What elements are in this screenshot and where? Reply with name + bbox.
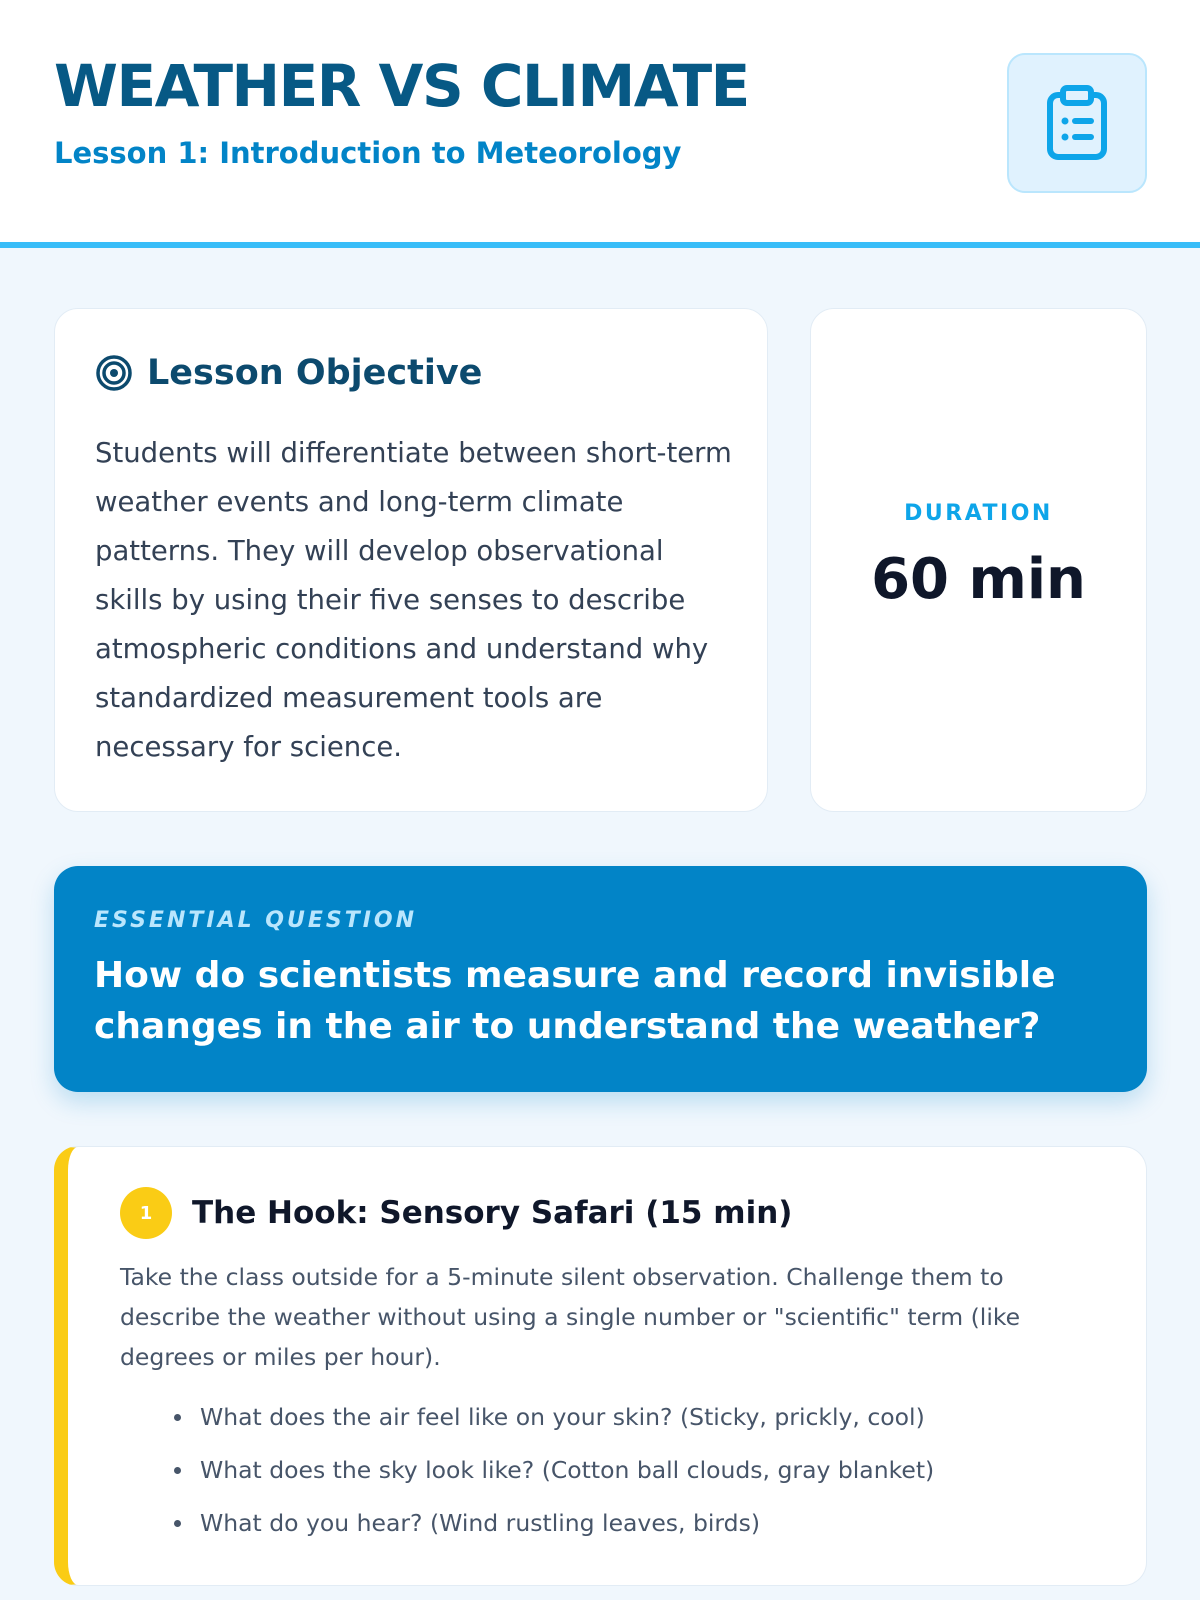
- essential-question-card: [54, 866, 1147, 1092]
- objective-title: Lesson Objective: [147, 353, 483, 393]
- step-header: [120, 1187, 792, 1239]
- essential-question-text: How do scientists measure and record invisible changes in the air to understand the weather?: [94, 955, 1056, 1047]
- clipboard-list-icon: [1045, 85, 1109, 161]
- objective-header: [95, 353, 482, 393]
- clipboard-button[interactable]: [1007, 53, 1147, 193]
- step-title: The Hook: Sensory Safari (15 min): [192, 1195, 793, 1231]
- objective-card: [54, 308, 768, 812]
- page-header: [0, 0, 1200, 248]
- objective-text: Students will differentiate between short-term weather events and long-term climate patterns. They will develop observational skills by using their five senses to describe atmospheric conditions and understand why standardized measurement tools are necessary for science.: [95, 437, 732, 763]
- duration-label: DURATION: [904, 501, 1053, 526]
- page-title: WEATHER VS CLIMATE: [54, 52, 749, 120]
- step-number-badge: 1: [120, 1187, 172, 1239]
- duration-card: [810, 308, 1147, 812]
- step-card-hook: [54, 1146, 1147, 1586]
- list-item: What do you hear? (Wind rustling leaves, birds): [200, 1497, 1080, 1550]
- target-icon: [95, 354, 133, 392]
- step-description: Take the class outside for a 5-minute silent observation. Challenge them to describe the weather without using a single number or "scientific" term (like degrees or miles per hour).: [120, 1263, 1021, 1371]
- step-bullet-list: [200, 1391, 1080, 1550]
- duration-value: 60 min: [871, 547, 1086, 612]
- list-item: What does the sky look like? (Cotton ball clouds, gray blanket): [200, 1444, 1080, 1497]
- lesson-subtitle: Lesson 1: Introduction to Meteorology: [54, 136, 682, 170]
- essential-question-label: ESSENTIAL QUESTION: [94, 908, 418, 933]
- list-item: What does the air feel like on your skin? (Sticky, prickly, cool): [200, 1391, 1080, 1444]
